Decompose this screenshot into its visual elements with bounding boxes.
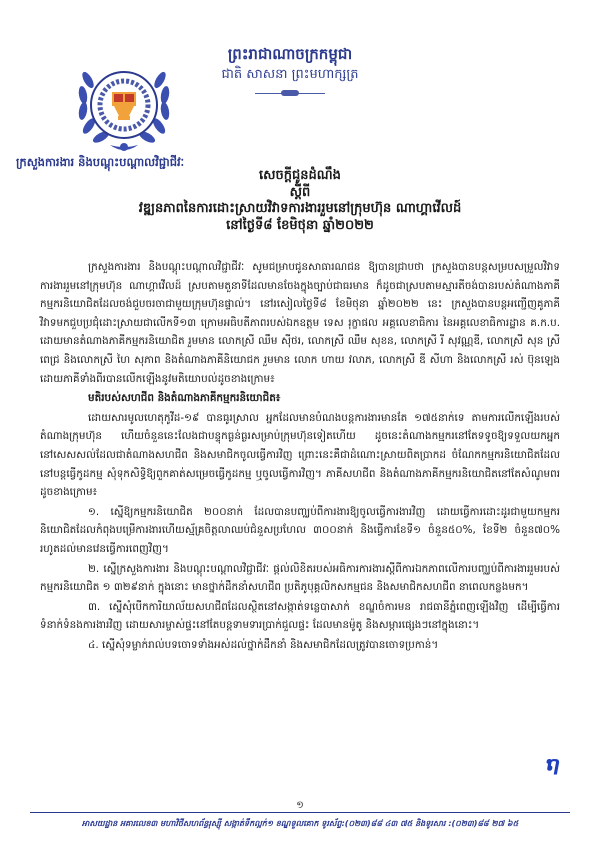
ministry-of-labour-seal-icon [74,50,174,160]
title-date: នៅថ្ងៃទី៨ ខែមិថុនា ឆ្នាំ២០២២ [226,217,374,233]
kingdom-header [200,44,380,96]
document-title-block [60,168,540,234]
demand-item-1: ១. ស្នើឱ្យកម្មករនិយោជិត ២០០នាក់ ដែលបានបញ្ឈប់ពីការងារឱ្យចូលធ្វើការងារវិញ ដោយធ្វើការដោះដូរជាមួយកម្មករនិយោជិតដែលកំពុងបម្រើការងារហើយស្ម័គ្រចិត្តលាឈប់ជំនួសប្រហែល ៣០០នាក់ និងធ្វើការខែទី១ ចំនួន៥០%, ខែទី២ ចំនួន៧០% រហូតដល់មានវេនធ្វើការពេញវិញ។ [40,505,560,555]
kingdom-title: ព្រះរាជាណាចក្រកម្ពុជា [227,45,353,63]
title-announcement: សេចក្តីជូនដំណឹង [259,168,341,183]
page-number: ១ [296,800,304,811]
demand-item-4: ៤. ស្នើសុំទម្លាក់រាល់បទចោទទាំងអស់ដល់ថ្នាក់ដឹកនាំ និងសមាជិកដែលត្រូវបានចោទប្រកាន់។ [88,638,439,651]
title-subject: វឌ្ឍនភាពនៃការដោះស្រាយវិវាទការងាររួមនៅក្រុមហ៊ុន ណាហ្គាវើលដ៍ [138,201,462,216]
footer-divider [30,812,570,813]
section-heading: មតិរបស់សហជីព និងតំណាងភាគីកម្មករនិយោជិត៖ [88,392,281,405]
union-opinion-paragraph: ដោយសារមូលហេតុកូវីដ-១៩ បានធូរស្រាល អ្នកដែលមានបំណងបន្តការងារមានតែ ១៧៥នាក់ទេ តាមការលើកឡើងរបស់តំណាងក្រុមហ៊ុន ហើយចំនួននេះលែងជាបន្ទុកធ្ងន់ធ្ងរសម្រាប់ក្រុមហ៊ុនទៀតហើយ ដូចនេះតំណាងកម្មករនៅតែទទូចឱ្យទទួលយកអ្នកនៅសេសសល់ដែលជាតំណាងសហជីព និងសមាជិកចូលធ្វើការវិញ ព្រោះនេះគឺជាដំណោះស្រាយពិតប្រាកដ ចំណែកកម្មករនិយោជិតដែលនៅបន្តធ្វើកូដកម្ម សុំទុកសិទ្ធិឱ្យពួកគាត់សម្រេចធ្វើកូដកម្ម ឬចូលធ្វើការវិញ។ ភាគីសហជីព និងតំណាងភាគីកម្មករនិយោជិតនៅតែសំណូមពរ ដូចខាងក្រោម៖ [40,411,560,499]
initial-signature: ຖ [546,754,560,775]
demand-item-3: ៣. ស្នើសុំបើកការិយាល័យសហជីពដែលស្ថិតនៅសង្កាត់ទន្លេបាសាក់ ខណ្ឌចំការមន រាជធានីភ្នំពេញឡើងវិញ ដើម្បីធ្វើការទំនាក់ទំនងការងារវិញ ដោយសារម្ចាស់ផ្ទះនៅតែបន្តទាមទារប្រាក់ជួលផ្ទះ ដែលមានម៉ូតូ និងសម្ភារផ្សេងៗនៅក្នុងនោះ។ [40,600,560,632]
footer-address: អាសយដ្ឋាន អគារលេខ៣ មហាវិថីសហព័ន្ធរុស្ស៊ី សង្កាត់ទឹកល្អក់១ ខណ្ឌទួលគោក ទូរស័ព្ទ:(០២៣)៨៨ ៤៣ ៧៥ និងទូរសារ :(០២៣)៨៨ ២៧ ៦៥ [81,819,519,828]
title-regarding: ស្តីពី [289,184,311,200]
ornament-divider-icon [255,90,325,96]
demand-item-2: ២. ស្នើក្រសួងការងារ និងបណ្តុះបណ្តាលវិជ្ជាជីវៈ ផ្តល់លិខិតរបស់អធិការការងារស្តីពីការឯកភាពលើការបញ្ឈប់ពីការងាររួមរបស់កម្មករនិយោជិត ១ ៣២៩នាក់ ក្នុងនោះ មានថ្នាក់ដឹកនាំសហជីព ប្រតិភូបុគ្គលិកសកម្មជន និងសមាជិកសហជីព នាពេលកន្លងមក។ [40,562,560,594]
ministry-name: ក្រសួងការងារ និងបណ្តុះបណ្តាលវិជ្ជាជីវៈ [16,155,185,169]
document-body [40,258,560,654]
intro-paragraph: ក្រសួងការងារ និងបណ្តុះបណ្តាលវិជ្ជាជីវៈ សូមជម្រាបជូនសាធារណជន ឱ្យបានជ្រាបថា ក្រសួងបានបន្តសម្របសម្រួលវិវាទការងាររួមនៅក្រុមហ៊ុន ណាហ្គាវើលដ៍ ស្របតាមតួនាទីដែលមានចែងក្នុងច្បាប់ជាធរមាន ក៏ដូចជាស្របតាមស្មារតីចង់បានរបស់តំណាងភាគីកម្មករនិយោជិតដែលចង់ជួបចរចាជាមួយក្រុមហ៊ុនផ្ទាល់។ នៅរសៀលថ្ងៃទី៨ ខែមិថុនា ឆ្នាំ២០២២ នេះ ក្រសួងបានបន្តអញ្ជើញគូភាគីវិវាទមកជួបប្រជុំដោះស្រាយជាលើកទី១៣ ក្រោមអធិបតីភាពរបស់ឯកឧត្តម ទេស រុក្ខាផល អគ្គលេខាធិការ នៃអគ្គលេខាធិការដ្ឋាន គ.ក.ប. ដោយមានតំណាងភាគីកម្មករនិយោជិត រួមមាន លោកស្រី ឈឹម ស៊ីថរ, លោកស្រី ឈឹម សុខន, លោកស្រី រី សុវណ្ណឌី, លោកស្រី សុន ស្រីពេជ្រ និងលោកស្រី ហៃ សុភាព និងតំណាងភាគីនិយោជក រួមមាន លោក ហាយ វលាភ, លោកស្រី ឌី សីហា និងលោកស្រី រស់ ប៊ុនឡេង ដោយភាគីទាំងពីរបានលើកឡើងនូវមតិយោបល់ដូចខាងក្រោម៖ [40,261,560,385]
national-motto: ជាតិ សាសនា ព្រះមហាក្សត្រ [221,67,359,82]
